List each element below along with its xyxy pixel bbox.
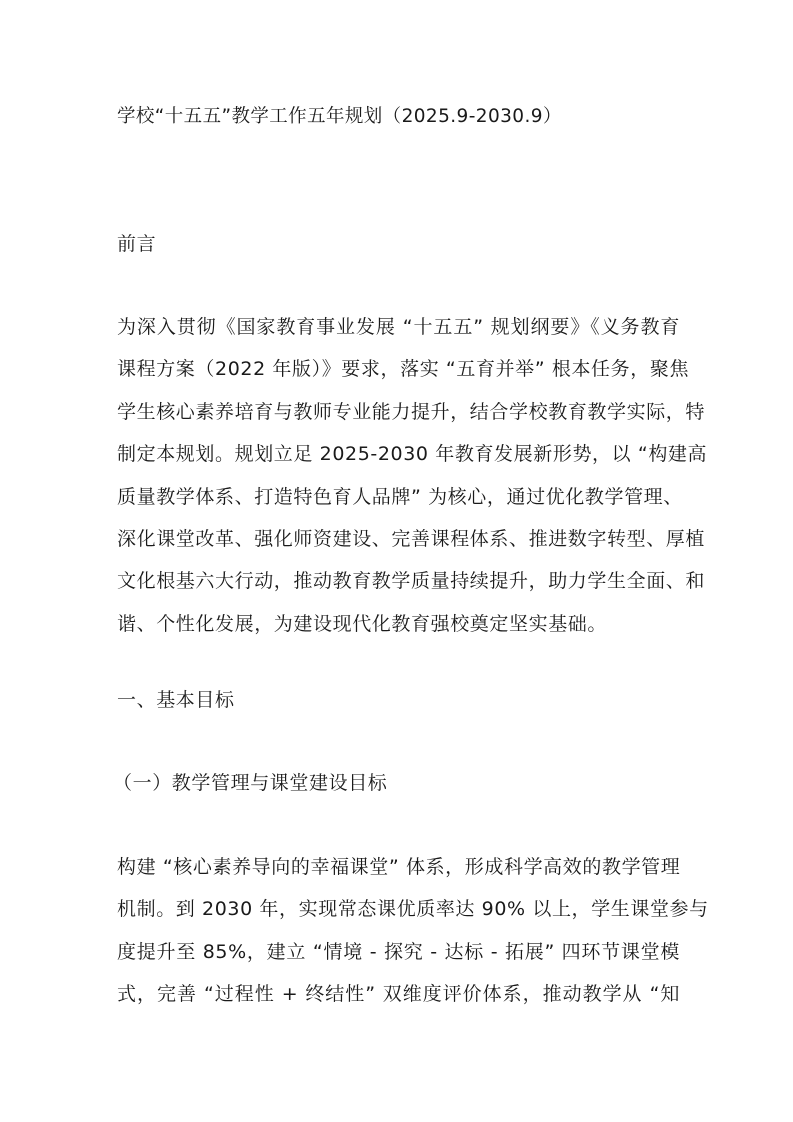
subsection-heading: （一）教学管理与课堂建设目标 (113, 772, 388, 794)
document-title: 学校“十五五”教学工作五年规划（2025.9-2030.9） (117, 106, 562, 127)
paragraph-line: 深化课堂改革、强化师资建设、完善课程体系、推进数字转型、厚植 (117, 528, 706, 550)
paragraph-line: 机制。到 2030 年，实现常态课优质率达 90% 以上，学生课堂参与 (117, 898, 709, 920)
preface-heading: 前言 (117, 233, 157, 255)
paragraph-line: 式，完善 “过程性 + 终结性” 双维度评价体系，推动教学从 “知 (117, 983, 680, 1005)
paragraph-line: 课程方案（2022 年版）》要求，落实 “五育并举” 根本任务，聚焦 (117, 358, 690, 380)
paragraph-line: 为深入贯彻《国家教育事业发展 “十五五” 规划纲要》《义务教育 (117, 316, 680, 338)
paragraph-line: 学生核心素养培育与教师专业能力提升，结合学校教育教学实际，特 (117, 401, 706, 423)
paragraph-line: 谐、个性化发展，为建设现代化教育强校奠定坚实基础。 (117, 613, 608, 635)
paragraph-line: 制定本规划。规划立足 2025-2030 年教育发展新形势，以 “构建高 (117, 443, 708, 465)
section-heading: 一、基本目标 (117, 689, 235, 711)
paragraph-line: 文化根基六大行动，推动教育教学质量持续提升，助力学生全面、和 (117, 570, 706, 592)
paragraph-line: 构建 “核心素养导向的幸福课堂” 体系，形成科学高效的教学管理 (117, 856, 681, 878)
paragraph-line: 质量教学体系、打造特色育人品牌” 为核心，通过优化教学管理、 (117, 486, 683, 508)
paragraph-line: 度提升至 85%，建立 “情境 - 探究 - 达标 - 拓展” 四环节课堂模 (117, 941, 680, 963)
